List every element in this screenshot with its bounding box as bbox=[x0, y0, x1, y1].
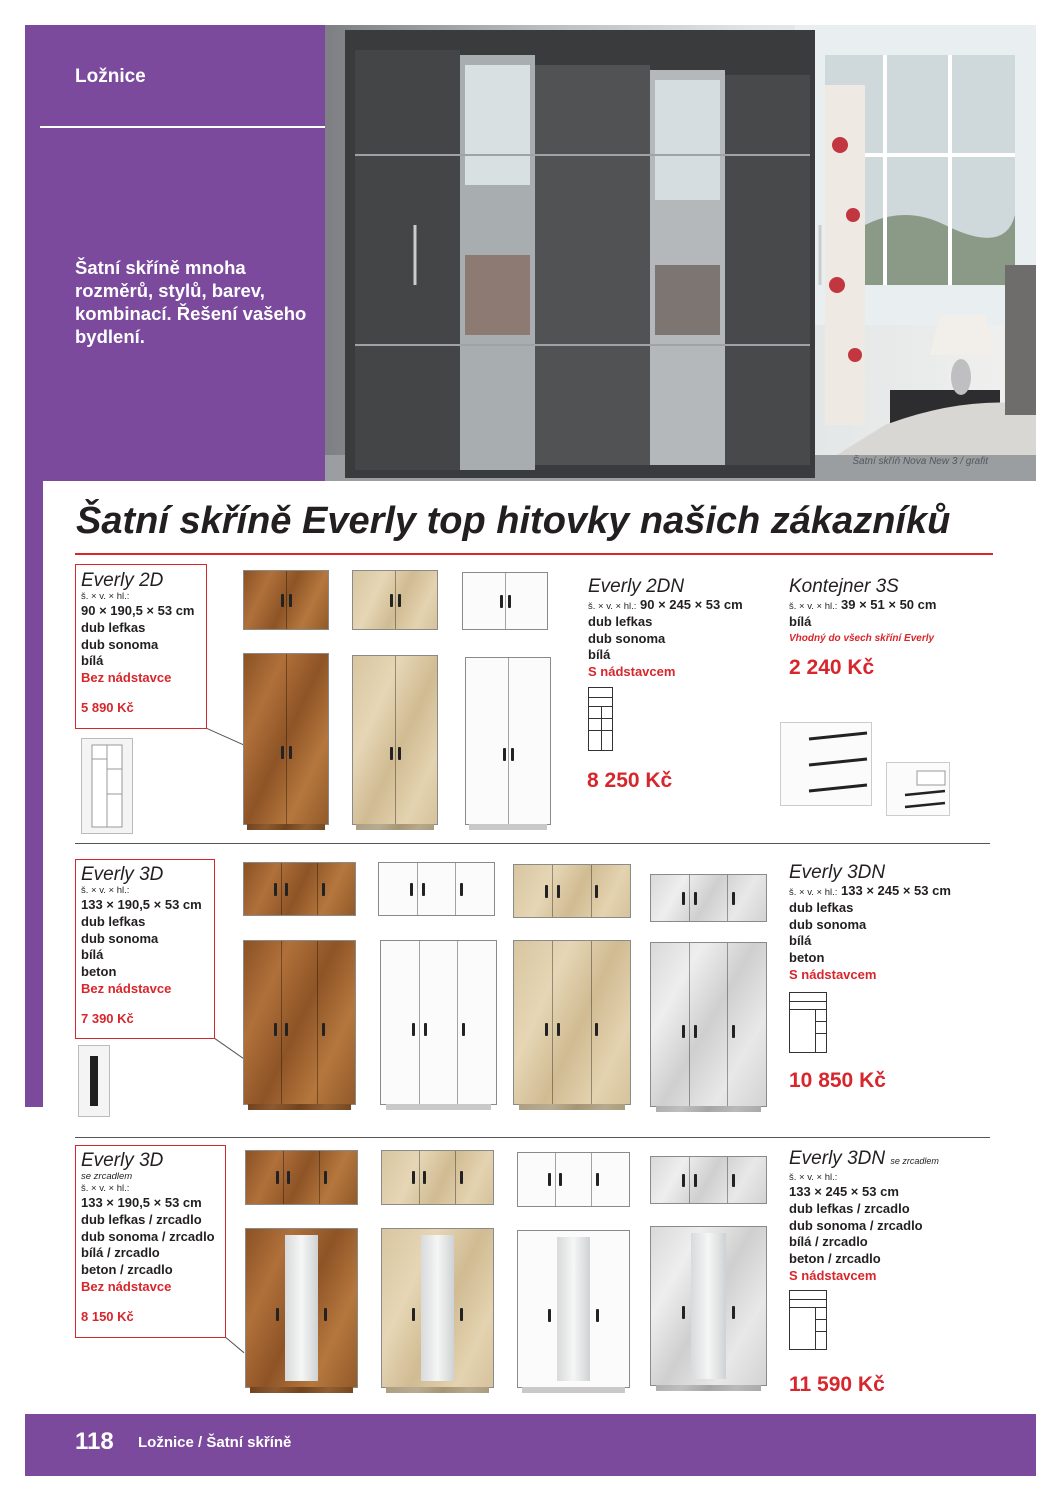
dims-label: š. × v. × hl.: bbox=[789, 1172, 838, 1183]
finish: dub lefkas bbox=[81, 913, 146, 929]
variant-note: S nádstavcem bbox=[588, 664, 676, 680]
product-name: Kontejner 3S bbox=[789, 576, 899, 597]
top-box-3d-mirror-bila bbox=[517, 1152, 630, 1207]
product-name: Everly 3D bbox=[81, 864, 164, 885]
row-divider bbox=[75, 843, 990, 844]
layout-diagram-3dn bbox=[789, 992, 827, 1053]
finish: dub sonoma bbox=[81, 930, 159, 946]
dims: 39 × 51 × 50 cm bbox=[841, 597, 937, 612]
variant-note: Bez nádstavce bbox=[81, 670, 172, 686]
footer-breadcrumb: Ložnice / Šatní skříně bbox=[138, 1434, 292, 1451]
variant-note: S nádstavcem bbox=[789, 1267, 877, 1283]
hero-photo bbox=[325, 25, 1036, 481]
product-price: 2 240 Kč bbox=[789, 656, 875, 679]
product-price: 8 250 Kč bbox=[587, 769, 673, 792]
product-name: Everly 2D bbox=[81, 570, 164, 591]
finish: bílá bbox=[789, 613, 812, 629]
top-box-3d-bila bbox=[378, 862, 495, 916]
product-name bbox=[789, 1148, 1019, 1172]
product-name: Everly 2DN bbox=[588, 576, 685, 597]
top-box-3d-dub-sonoma bbox=[513, 864, 631, 918]
layout-diagram-2dn bbox=[588, 687, 613, 751]
top-box-dub-sonoma bbox=[352, 570, 438, 630]
finish: bílá bbox=[789, 933, 812, 949]
handle-detail-sketch bbox=[79, 1046, 109, 1116]
spec-everly-2dn bbox=[588, 576, 768, 681]
finish: bílá bbox=[588, 647, 611, 663]
drawer-open-sketch bbox=[887, 763, 949, 815]
leader-line bbox=[214, 1038, 246, 1061]
wardrobe-3d-bila bbox=[380, 940, 497, 1105]
dims-label: š. × v. × hl.: bbox=[81, 885, 130, 896]
top-box-3d-beton bbox=[650, 874, 767, 922]
variant-note: Bez nádstavce bbox=[81, 1278, 172, 1294]
dims-label: š. × v. × hl.: bbox=[81, 591, 130, 602]
product-subtitle: se zrcadlem bbox=[81, 1171, 133, 1182]
wardrobe-3d-dub-lefkas bbox=[243, 940, 356, 1105]
drawer-container-closed bbox=[780, 722, 872, 806]
dims: 133 × 190,5 × 53 cm bbox=[81, 1195, 202, 1210]
leader-line bbox=[225, 1337, 244, 1353]
top-box-3d-dub-lefkas bbox=[243, 862, 356, 916]
finish: dub sonoma bbox=[588, 630, 666, 646]
wardrobe-3d-dub-sonoma bbox=[513, 940, 631, 1105]
finish: dub lefkas / zrcadlo bbox=[81, 1211, 202, 1227]
top-box-3d-mirror-dub-lefkas bbox=[245, 1150, 358, 1205]
layout-diagram-3dn-mirror bbox=[789, 1290, 827, 1350]
dims-label: š. × v. × hl.: bbox=[588, 601, 637, 612]
hero-panel bbox=[25, 25, 325, 481]
dims: 133 × 245 × 53 cm bbox=[789, 1184, 899, 1199]
mirror-panel bbox=[285, 1235, 318, 1380]
drawer-fronts bbox=[781, 723, 871, 805]
mirror-panel bbox=[691, 1233, 726, 1378]
wardrobe-3d-mirror-bila bbox=[517, 1230, 630, 1388]
top-box-3d-mirror-beton bbox=[650, 1156, 767, 1204]
dims-label: š. × v. × hl.: bbox=[789, 887, 838, 898]
top-box-3d-mirror-dub-sonoma bbox=[381, 1150, 494, 1205]
top-box-bila bbox=[462, 572, 548, 630]
wardrobe-2d-dub-sonoma bbox=[352, 655, 438, 825]
dims: 133 × 245 × 53 cm bbox=[841, 883, 951, 898]
spec-kontejner-3s bbox=[789, 576, 1009, 647]
wardrobe-2d-bila bbox=[465, 657, 551, 825]
compat-note bbox=[789, 631, 1009, 648]
finish: bílá bbox=[81, 947, 104, 963]
product-price: 8 150 Kč bbox=[81, 1308, 134, 1324]
product-name-text: Everly 3DN bbox=[789, 1148, 886, 1169]
page-headline: Šatní skříně Everly top hitovky našich zákazníků bbox=[76, 500, 951, 542]
product-price: 5 890 Kč bbox=[81, 699, 134, 715]
dims-label: š. × v. × hl.: bbox=[789, 601, 838, 612]
finish: dub sonoma / zrcadlo bbox=[789, 1217, 923, 1233]
photo-caption: Šatní skříň Nova New 3 / grafit bbox=[852, 456, 988, 467]
top-box-dub-lefkas bbox=[243, 570, 329, 630]
finish: bílá bbox=[81, 653, 104, 669]
finish: dub lefkas bbox=[588, 613, 653, 629]
section-label: Ložnice bbox=[75, 66, 146, 87]
handle-detail-thumbnail bbox=[78, 1045, 110, 1117]
page-number: 118 bbox=[75, 1428, 114, 1455]
spec-everly-3d bbox=[81, 864, 213, 1028]
compat-note-brand: Everly bbox=[904, 632, 935, 644]
variant-note: Bez nádstavce bbox=[81, 980, 172, 996]
finish: dub lefkas bbox=[81, 619, 146, 635]
drawer-container-open bbox=[886, 762, 950, 816]
finish: bílá / zrcadlo bbox=[81, 1245, 160, 1261]
wardrobe-3d-mirror-beton bbox=[650, 1226, 767, 1386]
product-price: 11 590 Kč bbox=[789, 1373, 885, 1396]
wardrobe-3d-mirror-dub-lefkas bbox=[245, 1228, 358, 1388]
side-strip bbox=[25, 481, 43, 1107]
finish: beton / zrcadlo bbox=[789, 1251, 881, 1267]
product-name: Everly 3DN bbox=[789, 862, 886, 883]
finish: dub sonoma bbox=[81, 636, 159, 652]
hero-divider bbox=[40, 126, 326, 128]
wardrobe-2d-dub-lefkas bbox=[243, 653, 329, 825]
finish: beton bbox=[789, 950, 825, 966]
spec-everly-3dn bbox=[789, 862, 1019, 984]
mirror-panel bbox=[421, 1235, 454, 1380]
hero-tagline: Šatní skříně mnoha rozměrů, stylů, barev, kombinací. Řešení vašeho bydlení. bbox=[75, 257, 307, 347]
leader-line bbox=[206, 728, 245, 746]
dims: 90 × 245 × 53 cm bbox=[640, 597, 743, 612]
finish: beton / zrcadlo bbox=[81, 1262, 173, 1278]
row-divider bbox=[75, 1137, 990, 1138]
finish: bílá / zrcadlo bbox=[789, 1234, 868, 1250]
finish: beton bbox=[81, 964, 117, 980]
mirror-panel bbox=[557, 1237, 590, 1381]
product-name: Everly 3D bbox=[81, 1150, 164, 1171]
product-subtitle: se zrcadlem bbox=[890, 1156, 939, 1166]
finish: dub lefkas / zrcadlo bbox=[789, 1200, 910, 1216]
dims-label: š. × v. × hl.: bbox=[81, 1183, 130, 1194]
wardrobe-photo-illustration bbox=[325, 25, 1036, 481]
spec-everly-3d-mirror bbox=[81, 1150, 226, 1326]
compat-note-text: Vhodný do všech skříní bbox=[789, 632, 902, 644]
finish: dub sonoma bbox=[789, 916, 867, 932]
wardrobe-3d-mirror-dub-sonoma bbox=[381, 1228, 494, 1388]
wardrobe-3d-beton bbox=[650, 942, 767, 1107]
interior-thumbnail bbox=[81, 738, 133, 834]
finish: dub sonoma / zrcadlo bbox=[81, 1228, 215, 1244]
spec-everly-2d bbox=[81, 570, 205, 717]
headline-rule bbox=[75, 553, 993, 555]
footer-bar bbox=[25, 1414, 1036, 1476]
spec-everly-3dn-mirror bbox=[789, 1148, 1019, 1285]
product-price: 10 850 Kč bbox=[789, 1069, 886, 1092]
finish: dub lefkas bbox=[789, 899, 854, 915]
interior-sketch bbox=[82, 739, 132, 833]
variant-note: S nádstavcem bbox=[789, 966, 877, 982]
product-price: 7 390 Kč bbox=[81, 1010, 134, 1026]
dims: 133 × 190,5 × 53 cm bbox=[81, 897, 202, 912]
dims: 90 × 190,5 × 53 cm bbox=[81, 603, 195, 618]
